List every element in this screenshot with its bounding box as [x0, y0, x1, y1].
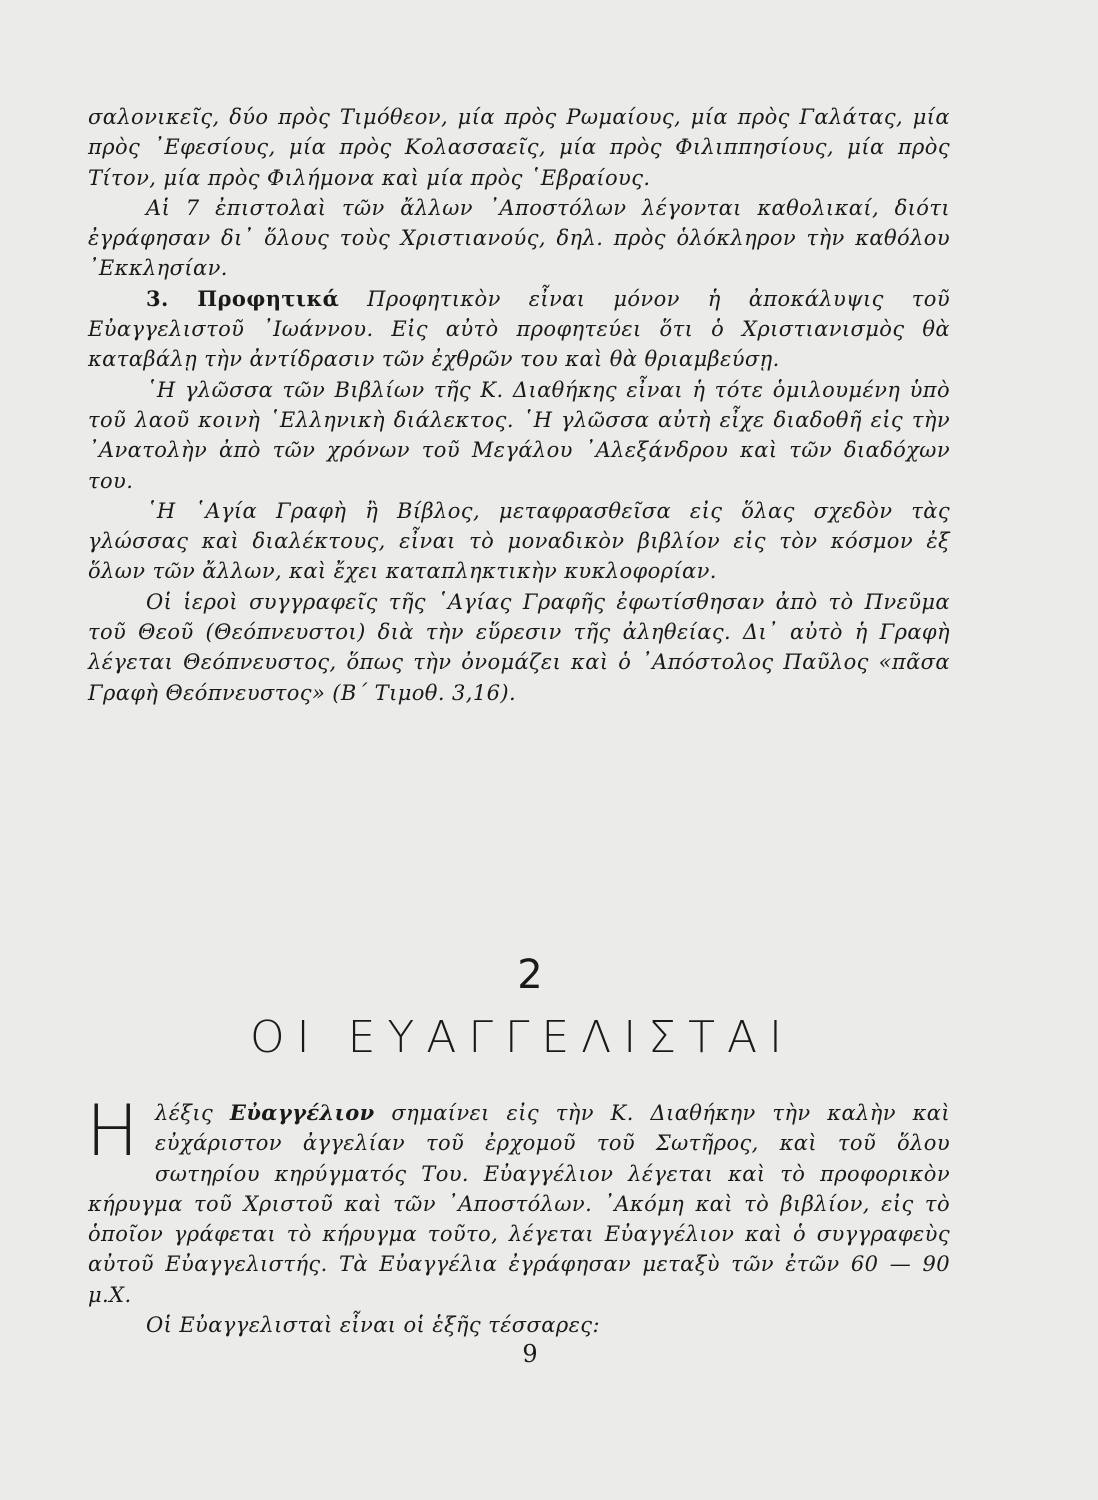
paragraph-prophetic [88, 284, 950, 375]
drop-cap: Η [86, 1090, 140, 1172]
paragraph-evangelists: Οἱ Εὐαγγελισταὶ εἶναι οἱ ἑξῆς τέσσαρες: [146, 1313, 600, 1338]
chapter-number: 2 [517, 952, 543, 998]
top-text-section [88, 102, 950, 708]
paragraph-language: ῾Η γλῶσσα τῶν Βιβλίων τῆς Κ. Διαθήκης εἶναι ἡ τότε ὁμιλουμένη ὑπὸ τοῦ λαοῦ κοινὴ ῾Ελληνικὴ διάλεκτος. ῾Η γλῶσσα αὐτὴ εἶχε διαδοθῆ εἰς τὴν ᾿Ανατολὴν ἀπὸ τῶν χρόνων τοῦ Μεγάλου ᾿Αλεξάνδρου καὶ τῶν διαδόχων του. [88, 377, 950, 493]
paragraph-epistles-list: σαλονικεῖς, δύο πρὸς Τιμόθεον, μία πρὸς Ρωμαίους, μία πρὸς Γαλάτας, μία πρὸς ᾿Εφεσίους, μία πρὸς Κολασσαεῖς, μία πρὸς Φιλιππησίους, μία πρὸς Τίτον, μία πρὸς Φιλήμονα καὶ μία πρὸς ῾Εβραίους. [88, 105, 950, 190]
paragraph-inspired: Οἱ ἱεροὶ συγγραφεῖς τῆς ῾Αγίας Γραφῆς ἐφωτίσθησαν ἀπὸ τὸ Πνεῦμα τοῦ Θεοῦ (Θεόπνευστοι) διὰ τὴν εὕρεσιν τῆς ἀληθείας. Δι᾿ αὐτὸ ἡ Γραφὴ λέγεται Θεόπνευστος, ὅπως τὴν ὀνομάζει καὶ ὁ ᾿Απόστολος Παῦλος «πᾶσα Γραφὴ Θεόπνευστος» (Β΄ Τιμοθ. 3,16). [88, 589, 950, 705]
gospel-intro-post: σημαίνει εἰς τὴν Κ. Διαθήκην τὴν καλὴν καὶ εὐχάριστον ἀγγελίαν τοῦ ἐρχομοῦ τοῦ Σωτῆρος, καὶ τοῦ ὅλου σωτηρίου κηρύγματός Του. Εὐαγγέλιον λέγεται καὶ τὸ προφορικὸν κήρυγμα τοῦ Χριστοῦ καὶ τῶν ᾿Αποστόλων. ᾿Ακόμη καὶ τὸ βιβλίον, εἰς τὸ ὁποῖον γράφεται τὸ κήρυγμα τοῦτο, λέγεται Εὐαγγέλιον καὶ ὁ συγγραφεὺς αὐτοῦ Εὐαγγελιστής. Τὰ Εὐαγγέλια ἐγράφησαν μεταξὺ τῶν ἐτῶν 60 — 90 μ.Χ. [88, 1101, 950, 1307]
page-number: 9 [522, 1340, 538, 1368]
paragraph-gospel-meaning [86, 1090, 950, 1310]
prophetic-heading: 3. Προφητικά [146, 285, 340, 311]
paragraph-catholic-epistles: Αἱ 7 ἐπιστολαὶ τῶν ἄλλων ᾿Αποστόλων λέγονται καθολικαί, διότι ἐγράφησαν δι᾿ ὅλους τοὺς Χριστιανούς, δηλ. πρὸς ὁλόκληρον τὴν καθόλου ᾿Εκκλησίαν. [88, 195, 950, 281]
chapter-title: ΟΙ ΕΥΑΓΓΕΛΙΣΤΑΙ [249, 1012, 795, 1063]
gospel-intro-pre: λέξις [155, 1101, 214, 1125]
gospel-term: Εὐαγγέλιον [229, 1100, 375, 1125]
prophetic-body: Προφητικὸν εἶναι μόνον ἡ ἀποκάλυψις τοῦ Εὐαγγελιστοῦ ᾿Ιωάννου. Εἰς αὐτὸ προφητεύει ὅτι ὁ Χριστιανισμὸς θὰ καταβάλῃ τὴν ἀντίδρασιν τῶν ἐχθρῶν του καὶ θὰ θριαμβεύσῃ. [88, 286, 950, 372]
bottom-text-section [86, 1090, 950, 1340]
paragraph-bible: ῾Η ῾Αγία Γραφὴ ἢ Βίβλος, μεταφρασθεῖσα εἰς ὅλας σχεδὸν τὰς γλώσσας καὶ διαλέκτους, εἶναι τὸ μοναδικὸν βιβλίον εἰς τὸν κόσμον ἐξ ὅλων τῶν ἄλλων, καὶ ἔχει καταπληκτικὴν κυκλοφορίαν. [88, 498, 950, 584]
